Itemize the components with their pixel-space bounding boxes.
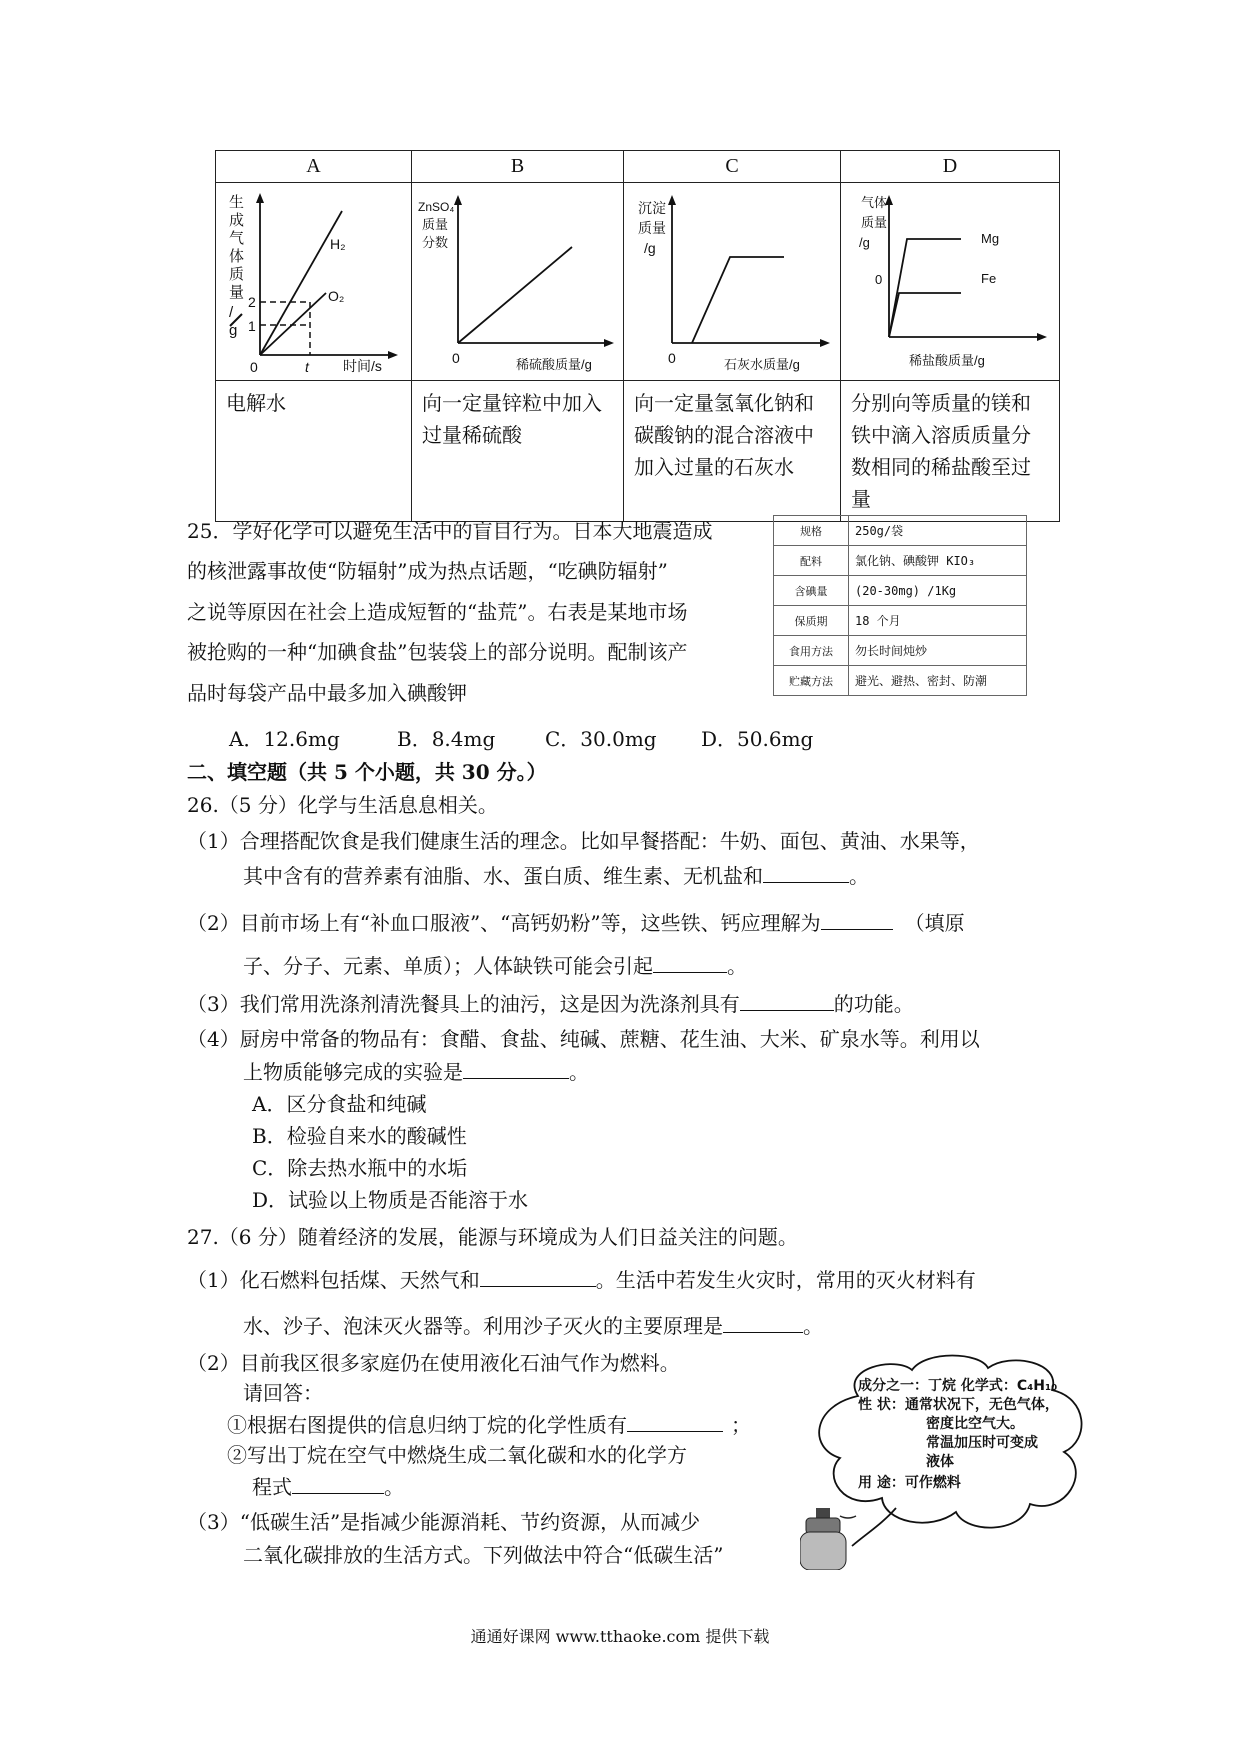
q26-p2a-row [187,907,965,938]
graph-a-ylabel-2: 气 [229,230,245,247]
graph-a-o2: O₂ [328,288,345,304]
header-c: C [624,151,841,183]
graph-c [624,183,841,376]
q26-p4b: 上物质能够完成的实验是 [243,1060,463,1084]
graph-a-t: t [305,359,309,375]
q25-option-a: A．12.6mg [229,727,340,751]
answer-blank[interactable] [723,1310,803,1333]
answer-blank[interactable] [763,860,849,883]
q26-p3: （3）我们常用洗涤剂清洗餐具上的油污，这是因为洗涤剂具有 [187,992,740,1016]
graph-a-y-arrow [256,193,264,203]
graph-b-ylabel-1: 质量 [422,217,449,232]
q26-p2b-row [243,950,747,981]
graph-a-ylabel-6: / [229,304,234,321]
q26-option-b: B．检验自来水的酸碱性 [252,1124,467,1148]
graph-d-fe-line [889,293,961,337]
q25-line-5: 品时每袋产品中最多加入碘酸钾 [187,681,467,705]
q26-p3-row [187,988,914,1019]
q25-option-b: B．8.4mg [397,727,496,751]
q27-p1a-tail: 。生活中若发生火灾时，常用的灭火材料有 [595,1268,976,1292]
graph-c-ylabel-2: /g [644,240,656,256]
q26-p2a-tail: （填原 [904,911,965,935]
period: 。 [384,1475,404,1499]
q27-p1b: 水、沙子、泡沫灭火器等。利用沙子灭火的主要原理是 [243,1314,723,1338]
q25-line-1: 25．学好化学可以避免生活中的盲目行为。日本大地震造成 [187,519,713,543]
graph-options-table [215,150,1060,522]
cloud-line-2: 性 状：通常状况下，无色气体， [858,1397,1059,1413]
graph-a-cell [216,183,412,381]
graph-d-origin: 0 [875,272,883,287]
graph-a-ylabel-3: 体 [229,248,245,265]
cloud-pointer [852,1508,896,1546]
salt-key: 贮藏方法 [774,666,849,696]
cloud-line-6: 用 途：可作燃料 [858,1475,961,1491]
salt-key: 含碘量 [774,576,849,606]
q26-option-d: D．试验以上物质是否能溶于水 [252,1188,529,1212]
graph-a-ylabel-1: 成 [229,212,245,229]
q27-p3b: 二氧化碳排放的生活方式。下列做法中符合“低碳生活” [243,1543,724,1567]
q27-p2d: ②写出丁烷在空气中燃烧生成二氧化碳和水的化学方 [227,1443,687,1467]
graph-c-xlabel: 石灰水质量/g [724,357,800,372]
graph-b-ylabel-2: 分数 [422,235,449,250]
cloud-line-1: 成分之一：丁烷 化学式：C₄H₁₀ [858,1378,1058,1394]
q26-p2a: （2）目前市场上有“补血口服液”、“高钙奶粉”等，这些铁、钙应理解为 [187,911,821,935]
answer-blank[interactable] [821,907,893,930]
q25-option-d: D．50.6mg [701,727,814,751]
q27-p2a: （2）目前我区很多家庭仍在使用液化石油气作为燃料。 [187,1351,680,1375]
period: 。 [569,1060,589,1084]
graph-a-ylabel-7: g [229,322,238,339]
graph-a-x-arrow [388,351,398,359]
q26-p4a: （4）厨房中常备的物品有：食醋、食盐、纯碱、蔗糖、花生油、大米、矿泉水等。利用以 [187,1027,980,1051]
graph-b-xlabel: 稀硫酸质量/g [516,357,592,372]
graph-d-desc: 分别向等质量的镁和铁中滴入溶质质量分数相同的稀盐酸至过量 [841,381,1060,522]
graph-c-ylabel-1: 质量 [638,220,666,236]
graph-b-origin: 0 [452,350,460,366]
graph-c-x-arrow [820,339,830,347]
graph-b-y-arrow [454,195,462,205]
q26-option-c: C．除去热水瓶中的水垢 [252,1156,468,1180]
graph-d-ylabel-2: /g [859,235,870,250]
q26-option-a: A．区分食盐和纯碱 [252,1092,427,1116]
cloud-line-5: 液体 [926,1454,954,1470]
salt-value: 勿长时间炖炒 [849,636,1027,666]
section-title: 二、填空题（共 5 个小题，共 30 分。） [187,760,547,784]
salt-value: 避光、避热、密封、防潮 [849,666,1027,696]
header-b: B [412,151,624,183]
salt-value: 氯化钠、碘酸钾 KIO₃ [849,546,1027,576]
answer-blank[interactable] [627,1409,723,1432]
graph-a-ylabel [229,194,244,339]
graph-c-ylabel-0: 沉淀 [638,200,666,216]
salt-key: 配料 [774,546,849,576]
salt-value: 18 个月 [849,606,1027,636]
graph-c-cell [624,183,841,381]
q27-p2c-row [227,1409,751,1440]
cloud-line-3: 密度比空气大。 [926,1416,1024,1432]
salt-label-table [773,515,1027,696]
header-d: D [841,151,1060,183]
graph-d-ylabel-0: 气体 [861,195,888,210]
graph-a [216,183,412,376]
graph-a-ylabel-4: 质 [229,266,245,283]
q27-p1a-row [187,1264,976,1295]
period: 。 [849,864,869,888]
answer-blank[interactable] [463,1056,569,1079]
gas-cylinder-icon [800,1508,856,1570]
q27-p2b: 请回答： [243,1381,323,1405]
header-a: A [216,151,412,183]
answer-blank[interactable] [653,950,727,973]
q25-line-2: 的核泄露事故使“防辐射”成为热点话题，“吃碘防辐射” [187,559,668,583]
salt-value: 250g/袋 [849,516,1027,546]
graph-a-xlabel: 时间/s [343,358,382,374]
q27-p3a: （3）“低碳生活”是指减少能源消耗、节约资源，从而减少 [187,1510,701,1534]
graph-a-origin: 0 [250,359,258,375]
q26-p1b-row [243,860,869,891]
graph-d-fe: Fe [981,271,997,286]
q27-p1b-row [243,1310,823,1341]
graph-a-ytick-1: 1 [248,318,256,334]
q27-p2c: ①根据右图提供的信息归纳丁烷的化学性质有 [227,1413,627,1437]
salt-value: (20-30mg) /1Kg [849,576,1027,606]
q27-p1a: （1）化石燃料包括煤、天然气和 [187,1268,480,1292]
q27-title: 27.（6 分）随着经济的发展，能源与环境成为人们日益关注的问题。 [187,1225,798,1249]
graph-c-line [692,257,784,343]
graph-d-x-arrow [1037,333,1047,341]
graph-b-line [458,247,572,343]
q27-p2e: 程式 [252,1475,292,1499]
q25-line-3: 之说等原因在社会上造成短暂的“盐荒”。右表是某地市场 [187,600,688,624]
period: 。 [803,1314,823,1338]
graph-d-mg-line [889,239,961,337]
graph-c-y-arrow [668,195,676,205]
graph-d [841,183,1060,376]
period: 。 [727,954,747,978]
graph-a-ylabel-5: 量 [229,284,245,301]
graph-d-xlabel: 稀盐酸质量/g [909,353,985,368]
salt-key: 食用方法 [774,636,849,666]
q25-line-4: 被抢购的一种“加碘食盐”包装袋上的部分说明。配制该产 [187,640,688,664]
graph-a-h2: H₂ [330,236,346,252]
graph-d-ylabel-1: 质量 [861,215,888,230]
graph-b-cell [412,183,624,381]
q27-p2e-row [252,1471,404,1502]
graph-a-desc: 电解水 [216,381,412,522]
q26-p1b: 其中含有的营养素有油脂、水、蛋白质、维生素、无机盐和 [243,864,763,888]
answer-blank[interactable] [740,988,834,1011]
cloud-line-4: 常温加压时可变成 [926,1435,1038,1451]
graph-b-x-arrow [604,339,614,347]
graph-b [412,183,624,376]
q25-option-c: C．30.0mg [545,727,657,751]
graph-b-ylabel-0: ZnSO₄ [418,200,455,214]
graph-c-desc: 向一定量氢氧化钠和碳酸钠的混合溶液中加入过量的石灰水 [624,381,841,522]
graph-a-h2-line [260,211,345,355]
salt-key: 保质期 [774,606,849,636]
q26-p2b: 子、分子、元素、单质）；人体缺铁可能会引起 [243,954,653,978]
graph-d-mg: Mg [981,231,1000,246]
page-footer: 通通好课网 www.tthaoke.com 提供下载 [470,1627,770,1646]
graph-a-ytick-2: 2 [248,294,256,310]
graph-a-ylabel-0: 生 [229,194,245,211]
salt-key: 规格 [774,516,849,546]
graph-b-desc: 向一定量锌粒中加入过量稀硫酸 [412,381,624,522]
q26-p4b-row [243,1056,589,1087]
graph-d-cell [841,183,1060,381]
graph-c-origin: 0 [668,350,676,366]
q27-p2c-tail: ； [731,1413,751,1437]
q26-title: 26.（5 分）化学与生活息息相关。 [187,793,498,817]
q26-p1a: （1）合理搭配饮食是我们健康生活的理念。比如早餐搭配：牛奶、面包、黄油、水果等， [187,829,980,853]
q26-p3-tail: 的功能。 [833,992,914,1016]
answer-blank[interactable] [292,1471,384,1494]
answer-blank[interactable] [480,1264,596,1287]
